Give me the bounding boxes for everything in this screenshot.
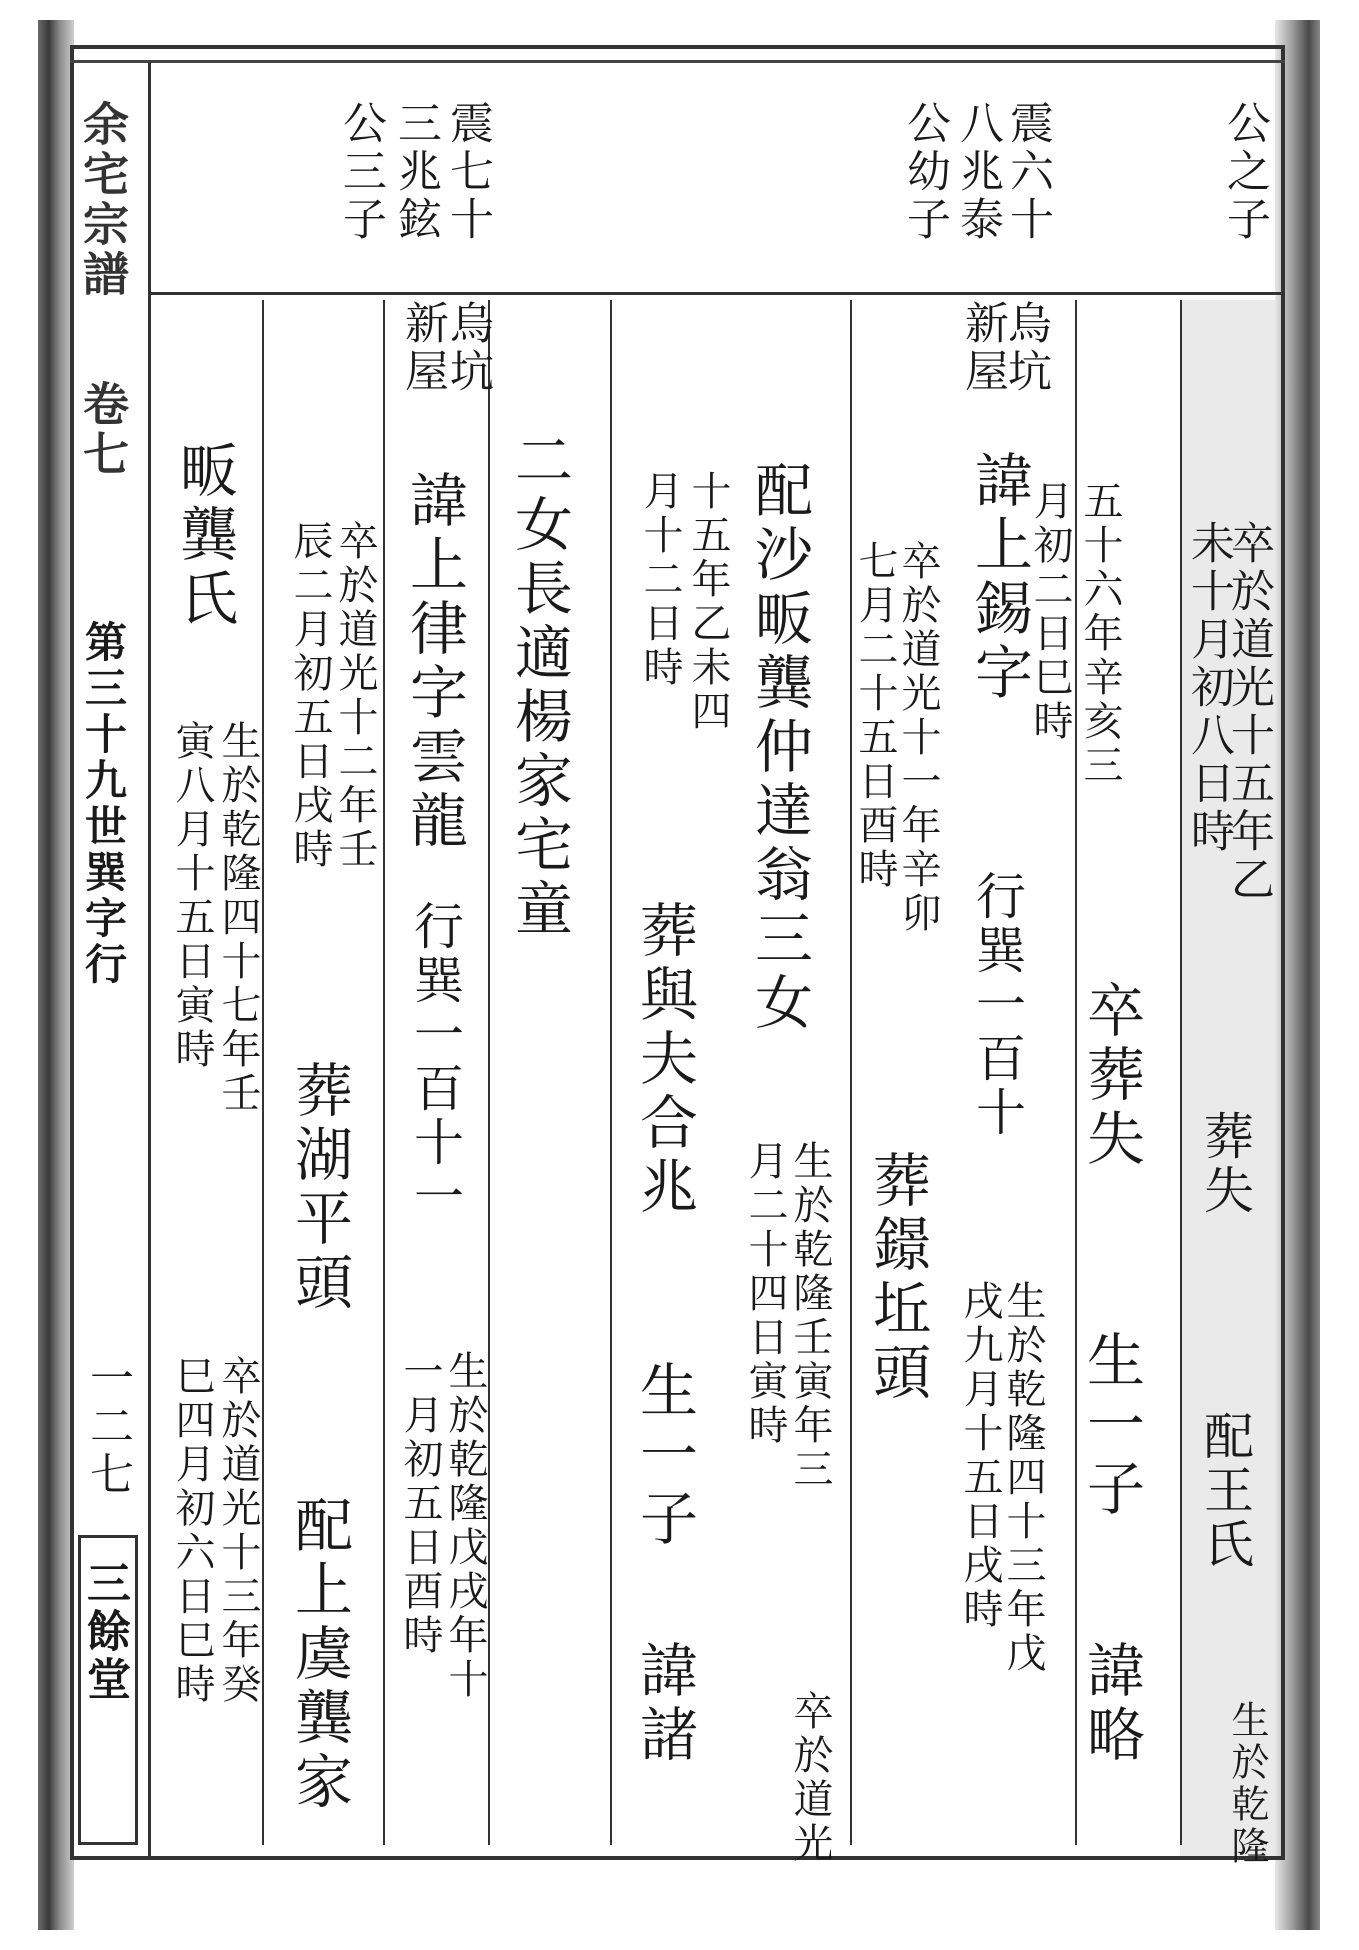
column-rule: [488, 300, 490, 1845]
hall-name: 三餘堂: [79, 1560, 130, 1704]
book-title: 余宅宗譜: [76, 100, 130, 300]
e2-spouse-b: 畈龔氏: [170, 440, 238, 632]
e1-spouse-son-name: 諱諸: [630, 1640, 698, 1768]
prev-death-b: 未十月初八日時: [1183, 520, 1234, 856]
e1-spouse-burial: 葬與夫合兆: [630, 900, 698, 1220]
e1-buried-lost: 卒葬失: [1077, 980, 1145, 1172]
header-rule: [150, 292, 1285, 295]
e2-birth-a: 生於乾隆戊戌年十: [442, 1350, 488, 1702]
e2-spouse-death-a: 卒於道光十三年癸: [215, 1355, 261, 1707]
e2-spouse-death-b: 巳四月初六日巳時: [169, 1355, 215, 1707]
e1-spouse-death: 卒於道光: [787, 1690, 833, 1866]
e1-spouse: 配沙畈龔仲達翁三女: [745, 460, 813, 1036]
e2-spouse-birth-a: 生於乾隆四十七年壬: [215, 720, 261, 1116]
header-father-2a: 震七十: [442, 100, 493, 244]
e2-spouse-a: 配上虞龔家: [285, 1495, 353, 1815]
e1-died-b: 月初二日巳時: [1027, 480, 1073, 744]
header-father-1b: 八兆泰: [952, 100, 1003, 244]
page-number: 一二七: [82, 1355, 133, 1499]
e1-burial: 葬鐛坵頭: [863, 1150, 931, 1406]
prev-burial: 葬失: [1196, 1110, 1254, 1218]
e1-son-name: 諱略: [1077, 1640, 1145, 1768]
e1-death-a: 卒於道光十一年辛卯: [895, 540, 941, 936]
e2-name: 諱上律字雲龍: [400, 470, 468, 854]
e1-spouse-birth-b: 月二十四日寅時: [742, 1140, 788, 1448]
e1-spouse-birth-a: 生於乾隆壬寅年三: [787, 1140, 833, 1492]
e1-died-a: 五十六年辛亥三: [1077, 480, 1123, 788]
header-father-2b: 三兆鉉: [390, 100, 441, 244]
e1-location-b: 新屋: [957, 300, 1008, 396]
prev-spouse-birth: 生於乾隆: [1225, 1700, 1269, 1868]
scan-shadow-left: [38, 20, 74, 1930]
e1-spouse-sons: 生一子: [630, 1360, 698, 1552]
column-rule: [610, 300, 612, 1845]
margin-rule: [148, 62, 151, 1860]
column-rule: [850, 300, 852, 1845]
e1-birth-a: 生於乾隆四十三年戊: [1000, 1280, 1046, 1676]
e1-sons: 生一子: [1077, 1330, 1145, 1522]
column-rule: [1180, 300, 1182, 1845]
e1-death-b: 七月二十五日酉時: [852, 540, 898, 892]
e1-birth-b: 戌九月十五日戌時: [957, 1280, 1003, 1632]
e1-rank: 行巽一百十: [968, 870, 1026, 1140]
volume-label: 卷七: [76, 380, 130, 480]
e2-location-a: 烏坑: [442, 300, 493, 396]
e1-name: 諱上錫字: [965, 450, 1033, 706]
e1-spouse-died-a: 十五年乙未四: [685, 470, 731, 734]
e2-spouse-birth-b: 寅八月十五日寅時: [169, 720, 215, 1072]
header-father-1a: 震六十: [1002, 100, 1053, 244]
e1-location-a: 烏坑: [1000, 300, 1051, 396]
prev-death-a: 卒於道光十五年乙: [1223, 520, 1274, 904]
top-rule: [70, 60, 1285, 63]
e2-birth-b: 一月初五日酉時: [397, 1350, 443, 1658]
e2-location-b: 新屋: [397, 300, 448, 396]
header-father-1c: 公幼子: [899, 100, 950, 244]
chapter-label: 第三十九世巽字行: [79, 620, 128, 988]
header-father-2c: 公三子: [335, 100, 386, 244]
e1-daughters: 二女長適楊家宅童: [505, 430, 573, 942]
e2-death-b: 辰二月初五日戌時: [287, 520, 333, 872]
e1-spouse-died-b: 月十二日時: [637, 470, 683, 690]
e2-burial: 葬湖平頭: [285, 1060, 353, 1316]
right-header-text: 公之子: [1219, 100, 1270, 244]
column-rule: [383, 300, 385, 1845]
prev-spouse: 配王氏: [1196, 1410, 1254, 1572]
e2-death-a: 卒於道光十二年壬: [332, 520, 378, 872]
e2-rank: 行巽一百十一: [406, 900, 464, 1224]
column-rule: [262, 300, 264, 1845]
